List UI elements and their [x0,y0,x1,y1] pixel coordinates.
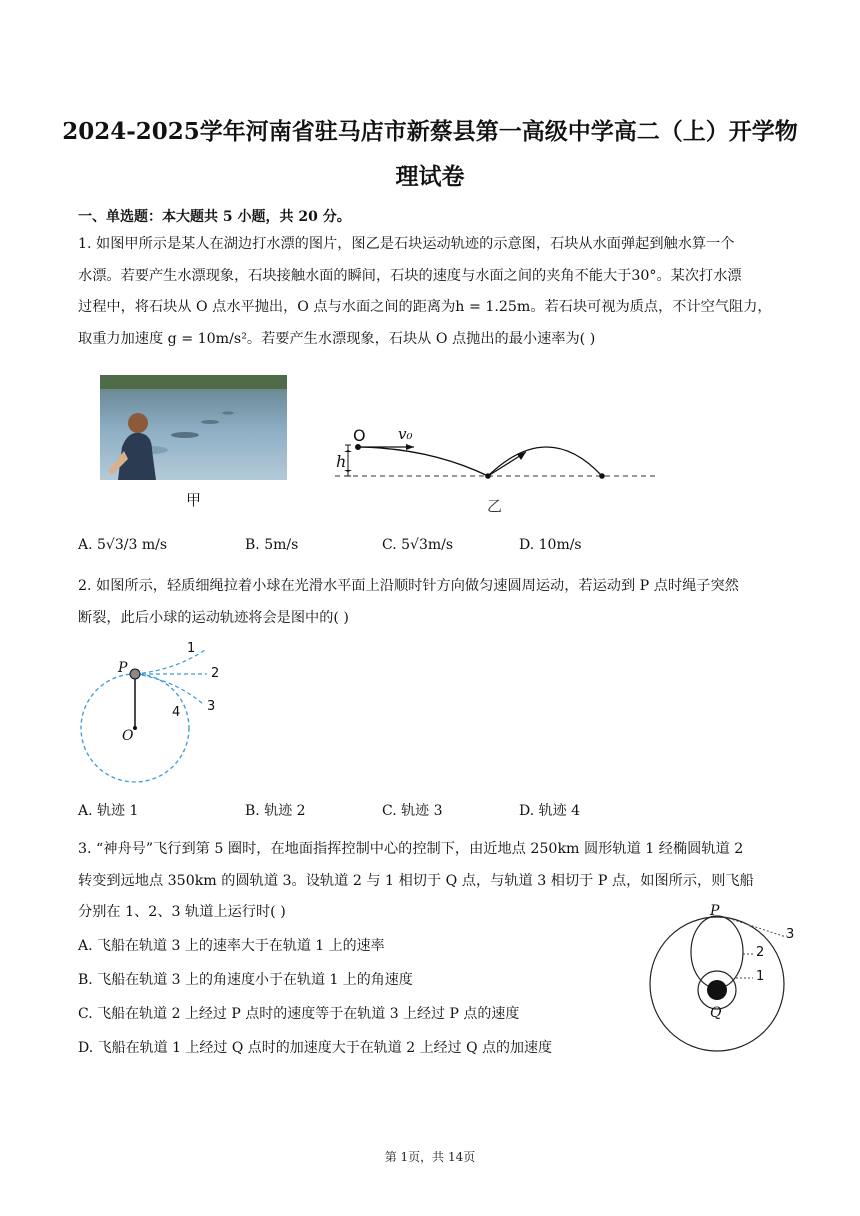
figure-q2-label-2: 2 [211,666,220,681]
q2-line2: 断裂，此后小球的运动轨迹将会是图中的( ) [78,609,349,626]
q1-line3: 过程中，将石块从 O 点水平抛出，O 点与水面之间的距离为h = 1.25m。若石块可视为质点，不计空气阻力， [78,299,772,315]
figure-q2-label-3: 3 [207,699,216,714]
q3-option-b[interactable]: B. 飞船在轨道 3 上的角速度小于在轨道 1 上的角速度 [78,972,413,988]
q1-option-b[interactable]: B. 5m/s [245,537,299,553]
question-2-text [78,571,786,634]
figure-q3-Q-label: Q [710,1005,722,1021]
figure-q3-orbits-diagram [645,905,805,1060]
q2-option-d[interactable]: D. 轨迹 4 [519,803,580,819]
figure-q3-label-2: 2 [756,945,765,960]
page-title-line1: 2024-2025学年河南省驻马店市新蔡县第一高级中学高二（上）开学物 [62,118,798,145]
figure-q3-label-3: 3 [786,927,795,942]
q2-option-b[interactable]: B. 轨迹 2 [245,803,306,819]
figure-yi-h-label: h [336,452,347,471]
q1-option-a[interactable]: A. 5√3/3 m/s [78,537,167,553]
section-heading: 一、单选题：本大题共 5 小题，共 20 分。 [78,209,351,225]
q3-line3: 分别在 1、2、3 轨道上运行时( ) [78,904,286,920]
q3-option-d[interactable]: D. 飞船在轨道 1 上经过 Q 点时的加速度大于在轨道 2 上经过 Q 点的加速度 [78,1040,552,1056]
figure-q2-label-4: 4 [172,705,181,720]
q2-line1: 2. 如图所示，轻质细绳拉着小球在光滑水平面上沿顺时针方向做匀速圆周运动，若运动到 P 点时绳子突然 [78,578,739,594]
page-footer: 第 1页，共 14页 [384,1150,476,1164]
q3-option-a[interactable]: A. 飞船在轨道 3 上的速率大于在轨道 1 上的速率 [78,938,385,954]
figure-yi-label: 乙 [487,497,503,515]
figure-q2-label-1: 1 [187,641,196,656]
q1-line1: 1. 如图甲所示是某人在湖边打水漂的图片，图乙是石块运动轨迹的示意图，石块从水面弹起到触水算一个 [78,236,735,252]
figure-yi-v0-label: v₀ [398,425,413,443]
figure-q3-P-label: P [710,903,720,919]
figure-q3-label-1: 1 [756,969,765,984]
question-1-text [78,229,786,355]
figure-q2-O-label: O [122,728,134,744]
q1-option-c[interactable]: C. 5√3m/s [382,537,454,553]
q3-option-c[interactable]: C. 飞船在轨道 2 上经过 P 点时的速度等于在轨道 3 上经过 P 点的速度 [78,1006,520,1022]
q1-option-d[interactable]: D. 10m/s [519,537,582,553]
q2-option-c[interactable]: C. 轨迹 3 [382,803,443,819]
figure-jia-photo [100,375,287,480]
page-title-line2: 理试卷 [395,163,465,190]
q2-option-a[interactable]: A. 轨迹 1 [78,803,139,819]
figure-yi-O-label: O [353,426,366,445]
figure-q2-P-label: P [118,660,128,676]
q1-line2: 水漂。若要产生水漂现象，石块接触水面的瞬间，石块的速度与水面之间的夹角不能大于30°。某次打水漂 [78,267,742,284]
q3-line1: 3. “神舟号”飞行到第 5 圈时，在地面指挥控制中心的控制下，由近地点 250km 圆形轨道 1 经椭圆轨道 2 [78,841,744,857]
q1-line4: 取重力加速度 g = 10m/s²。若要产生水漂现象，石块从 O 点抛出的最小速率为( ) [78,330,596,347]
figure-jia-label: 甲 [186,491,202,509]
q3-line2: 转变到远地点 350km 的圆轨道 3。设轨道 2 与 1 相切于 Q 点，与轨道 3 相切于 P 点，如图所示，则飞船 [78,872,754,889]
